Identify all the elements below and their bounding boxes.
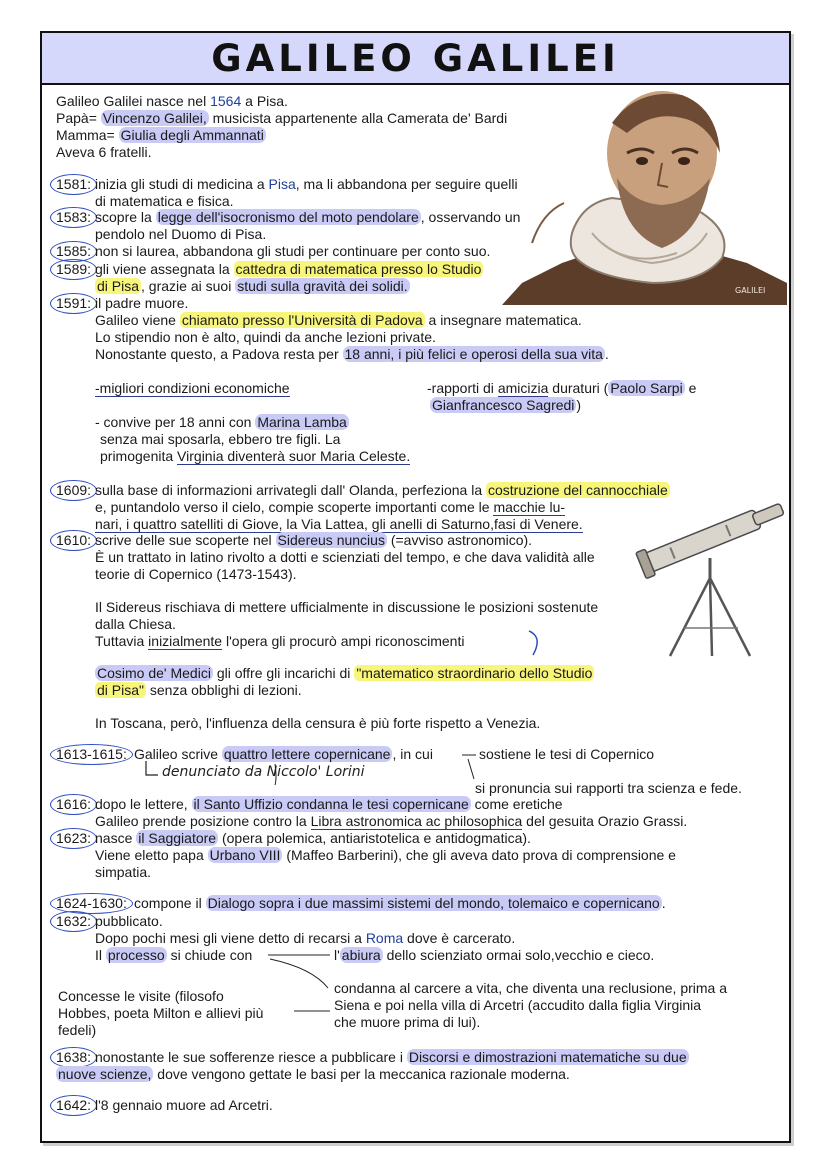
date-1623: 1623: xyxy=(50,828,97,849)
text-1623-l2: Viene eletto papa Urbano VIII (Maffeo Barberini), che gli aveva dato prova di comprensione e xyxy=(95,847,676,863)
date-1632: 1632: xyxy=(50,911,97,932)
handwritten-note-lorini: denunciato da Niccolo' Lorini xyxy=(162,764,365,780)
side-note-l1: Concesse le visite (filosofo xyxy=(58,988,224,1004)
text-1581-l2: di matematica e fisica. xyxy=(95,193,234,209)
text-1585: non si laurea, abbandona gli studi per continuare per conto suo. xyxy=(95,243,491,259)
date-1642: 1642: xyxy=(50,1095,97,1116)
bullet-marina: - convive per 18 anni con Marina Lamba xyxy=(95,414,347,430)
document-sheet xyxy=(40,31,791,1143)
text-condanna-l3: che muore prima di lui). xyxy=(334,1014,481,1030)
text-censorship: In Toscana, però, l'influenza della censura è più forte rispetto a Venezia. xyxy=(95,715,541,731)
text-1609-l2: e, puntandolo verso il cielo, compie scoperte importanti come le macchie lu- xyxy=(95,499,566,515)
bullet-friendships-l2: Gianfrancesco Sagredi ) xyxy=(432,397,582,413)
date-1609: 1609: xyxy=(50,480,97,501)
text-1638: nonostante le sue sofferenze riesce a pubblicare i Discorsi e dimostrazioni matematiche su due xyxy=(95,1049,687,1065)
connector-lines-1632 xyxy=(42,33,789,1141)
text-1591-l2: Galileo viene chiamato presso l'Università di Padova a insegnare matematica. xyxy=(95,312,582,328)
date-1638: 1638: xyxy=(50,1047,97,1068)
text-1613: Galileo scrive quattro lettere copernicane , in cui xyxy=(134,746,433,762)
bullet-marina-l2: senza mai sposarla, ebbero tre figli. La xyxy=(100,431,341,447)
date-1613-1615: 1613-1615: xyxy=(50,744,133,765)
text-1616: dopo le lettere, il Santo Uffizio condanna le tesi copernicane come eretiche xyxy=(95,796,563,812)
text-1589-l2: di Pisa , grazie ai suoi studi sulla gravità dei solidi. xyxy=(97,278,408,294)
text-sidereus-l2: dalla Chiesa. xyxy=(95,616,176,632)
intro-birth: Galileo Galilei nasce nel 1564 a Pisa. xyxy=(56,93,288,109)
date-1589: 1589: xyxy=(50,259,97,280)
text-1581: inizia gli studi di medicina a Pisa, ma li abbandona per seguire quelli xyxy=(95,176,518,192)
text-1609-l3: nari, i quattro satelliti di Giove, la Via Lattea, gli anelli di Saturno,fasi di Venere. xyxy=(95,516,583,532)
text-cosimo-l2: di Pisa" senza obblighi di lezioni. xyxy=(97,682,302,698)
text-1624: compone il Dialogo sopra i due massimi sistemi del mondo, tolemaico e copernicano . xyxy=(134,895,666,911)
text-1623: nasce il Saggiatore (opera polemica, antiaristotelica e antidogmatica). xyxy=(95,830,531,846)
intro-siblings: Aveva 6 fratelli. xyxy=(56,144,152,160)
bullet-marina-l3: primogenita Virginia diventerà suor Maria Celeste. xyxy=(100,448,411,464)
intro-father: Papà= Vincenzo Galilei, musicista appartenente alla Camerata de' Bardi xyxy=(56,110,508,126)
text-condanna-l1: condanna al carcere a vita, che diventa una reclusione, prima a xyxy=(334,980,728,996)
side-note-l3: fedeli) xyxy=(58,1022,97,1038)
text-1623-l3: simpatia. xyxy=(95,864,152,880)
text-1583-l2: pendolo nel Duomo di Pisa. xyxy=(95,226,267,242)
text-1632-l2: Dopo pochi mesi gli viene detto di recarsi a Roma dove è carcerato. xyxy=(95,930,516,946)
bullet-friendships: -rapporti di amicizia duraturi ( Paolo Sarpi e xyxy=(427,380,697,396)
text-1591-l3: Lo stipendio non è alto, quindi da anche lezioni private. xyxy=(95,329,436,345)
text-1613-faith: si pronuncia sui rapporti tra scienza e fede. xyxy=(475,780,742,796)
text-1642: l'8 gennaio muore ad Arcetri. xyxy=(95,1097,273,1113)
text-1610-l3: teorie di Copernico (1473-1543). xyxy=(95,566,297,582)
date-1581: 1581: xyxy=(50,174,97,195)
date-1624-1630: 1624-1630: xyxy=(50,893,133,914)
date-1616: 1616: xyxy=(50,794,97,815)
text-1610-l2: È un trattato in latino rivolto a dotti e scienziati del tempo, e che dava validità alle xyxy=(95,549,595,565)
text-1638-l2: nuove scienze, dove vengono gettate le basi per la meccanica razionale moderna. xyxy=(58,1066,570,1082)
text-1632: pubblicato. xyxy=(95,913,163,929)
intro-mother: Mamma= Giulia degli Ammannati xyxy=(56,127,264,143)
text-1583: scopre la legge dell'isocronismo del moto pendolare , osservando un xyxy=(95,209,521,225)
date-1585: 1585: xyxy=(50,241,97,262)
text-1613-thesis: sostiene le tesi di Copernico xyxy=(479,746,655,762)
text-condanna-l2: Siena e poi nella villa di Arcetri (accudito dalla figlia Virginia xyxy=(334,997,702,1013)
date-1591: 1591: xyxy=(50,293,97,314)
text-1591: il padre muore. xyxy=(95,295,189,311)
text-1610: scrive delle sue scoperte nel Sidereus nuncius (=avviso astronomico). xyxy=(95,532,533,548)
text-cosimo: Cosimo de' Medici gli offre gli incarichi di "matematico straordinario dello Studio xyxy=(97,665,593,681)
text-sidereus-l3: Tuttavia inizialmente l'opera gli procurò ampi riconoscimenti xyxy=(95,633,465,649)
text-1632-trial: Il processo si chiude con xyxy=(95,947,253,963)
text-1616-l2: Galileo prende posizione contro la Libra astronomica ac philosophica del gesuita Orazio Grassi. xyxy=(95,813,688,829)
text-1591-l4: Nonostante questo, a Padova resta per 18 anni, i più felici e operosi della sua vita . xyxy=(95,346,609,362)
date-1583: 1583: xyxy=(50,207,97,228)
portrait-label: GALILEI xyxy=(735,286,766,295)
text-abiura: l' abiura dello scienziato ormai solo,vecchio e cieco. xyxy=(334,947,655,963)
side-note-l2: Hobbes, poeta Milton e allievi più xyxy=(58,1005,264,1021)
page-title: GALILEO GALILEI xyxy=(211,36,620,80)
bullet-conditions: -migliori condizioni economiche xyxy=(95,380,290,396)
text-1609: sulla base di informazioni arrivategli dall' Olanda, perfeziona la costruzione del cannocchiale xyxy=(95,482,668,498)
text-sidereus-l1: Il Sidereus rischiava di mettere ufficialmente in discussione le posizioni sostenute xyxy=(95,599,599,615)
date-1610: 1610: xyxy=(50,530,97,551)
text-1589: gli viene assegnata la cattedra di matematica presso lo Studio xyxy=(95,261,482,277)
